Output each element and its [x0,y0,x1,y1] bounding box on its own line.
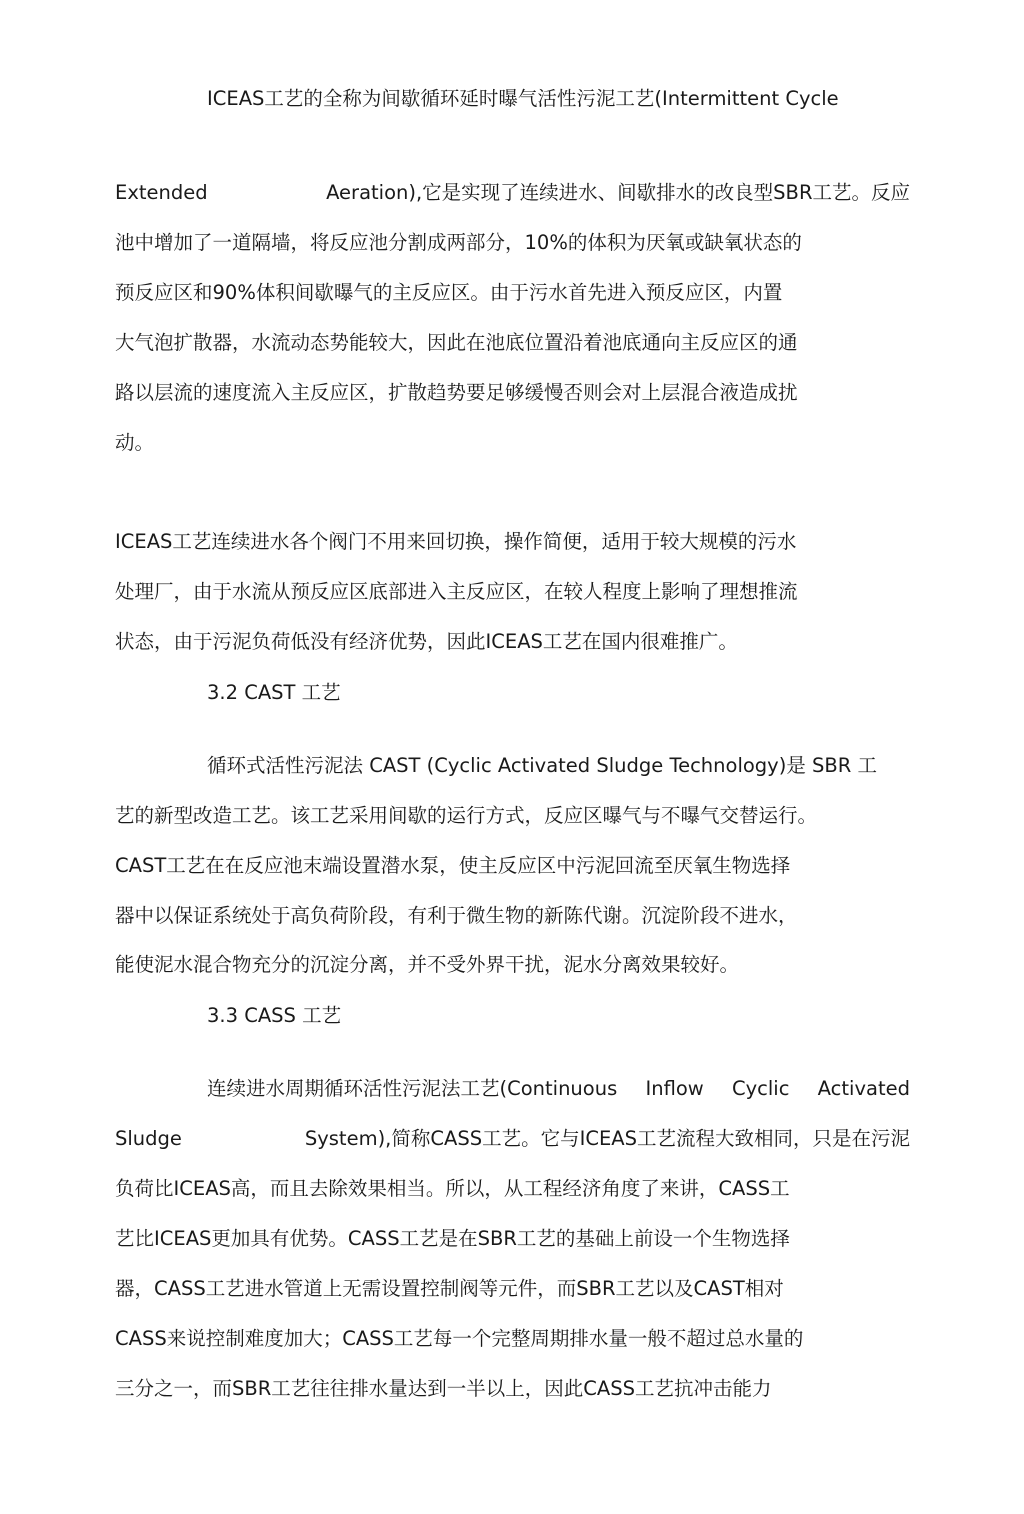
paragraph-cast-line-4: 器中以保证系统处于高负荷阶段，有利于微生物的新陈代谢。沉淀阶段不进水， [115,904,798,927]
heading-cast: 3.2 CAST 工艺 [207,681,341,704]
line-right-text: Aeration),它是实现了连续进水、间歇排水的改良型SBR工艺。反应 [326,181,910,204]
cass-word-3: Cyclic [732,1077,790,1100]
heading-cass: 3.3 CASS 工艺 [207,1004,342,1027]
paragraph-cast-line-5: 能使泥水混合物充分的沉淀分离，并不受外界干扰，泥水分离效果较好。 [115,953,740,976]
line-right-text: System),简称CASS工艺。它与ICEAS工艺流程大致相同，只是在污泥 [304,1127,910,1150]
paragraph-cass-line-7: 三分之一，而SBR工艺往往排水量达到一半以上，因此CASS工艺抗冲击能力 [115,1377,772,1400]
paragraph-cast-line-1: 循环式活性污泥法 CAST (Cyclic Activated Sludge Technology)是 SBR 工 [207,754,878,777]
paragraph-cass-line-5: 器，CASS工艺进水管道上无需设置控制阀等元件，而SBR工艺以及CAST相对 [115,1277,784,1300]
cass-word-2: Inflow [645,1077,704,1100]
paragraph-iceas2-line-1: ICEAS工艺连续进水各个阀门不用来回切换，操作简便，适用于较大规模的污水 [115,530,797,553]
paragraph-iceas-line-1: ICEAS工艺的全称为间歇循环延时曝气活性污泥工艺(Intermittent Cycle [207,87,839,110]
paragraph-cass-line-3: 负荷比ICEAS高，而且去除效果相当。所以，从工程经济角度了来讲，CASS工 [115,1177,790,1200]
cass-word-1: 连续进水周期循环活性污泥法工艺(Continuous [207,1077,618,1100]
paragraph-iceas-line-7: 动。 [115,431,155,454]
paragraph-iceas-line-3: 池中增加了一道隔墙，将反应池分割成两部分，10%的体积为厌氧或缺氧状态的 [115,231,802,254]
paragraph-iceas2-line-3: 状态，由于污泥负荷低没有经济优势，因此ICEAS工艺在国内很难推广。 [115,630,738,653]
paragraph-iceas-line-4: 预反应区和90%体积间歇曝气的主反应区。由于污水首先进入预反应区，内置 [115,281,783,304]
paragraph-cast-line-2: 艺的新型改造工艺。该工艺采用间歇的运行方式，反应区曝气与不曝气交替运行。 [115,804,818,827]
paragraph-cast-line-3: CAST工艺在在反应池末端设置潜水泵，使主反应区中污泥回流至厌氧生物选择 [115,854,791,877]
paragraph-cass-line-4: 艺比ICEAS更加具有优势。CASS工艺是在SBR工艺的基础上前设一个生物选择 [115,1227,790,1250]
paragraph-cass-line-6: CASS来说控制难度加大；CASS工艺每一个完整周期排水量一般不超过总水量的 [115,1327,804,1350]
paragraph-iceas2-line-2: 处理厂，由于水流从预反应区底部进入主反应区，在较人程度上影响了理想推流 [115,580,798,603]
line-left-text: Extended [115,181,208,204]
line-left-text: Sludge [115,1127,182,1150]
paragraph-iceas-line-6: 路以层流的速度流入主反应区，扩散趋势要足够缓慢否则会对上层混合液造成扰 [115,381,798,404]
paragraph-iceas-line-2 [115,180,910,206]
paragraph-cass-line-2 [115,1126,910,1152]
paragraph-iceas-line-5: 大气泡扩散器，水流动态势能较大，因此在池底位置沿着池底通向主反应区的通 [115,331,798,354]
paragraph-cass-line-1 [207,1076,910,1102]
cass-word-4: Activated [817,1077,910,1100]
